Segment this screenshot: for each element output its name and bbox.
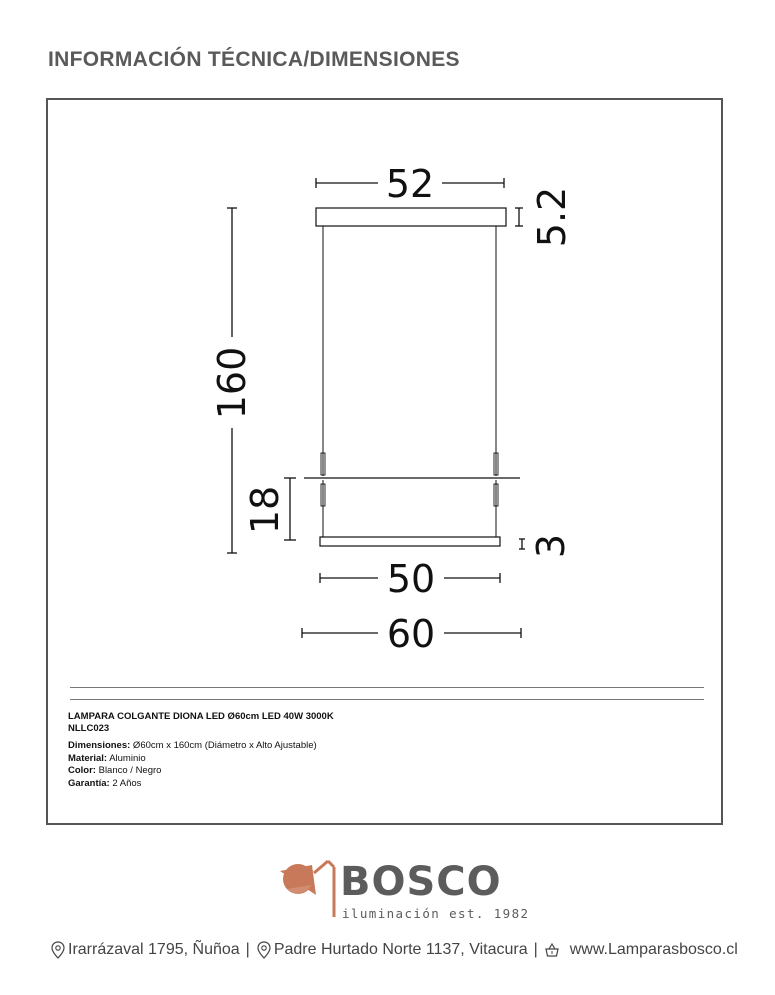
brand-name: BOSCO bbox=[340, 859, 502, 905]
canopy-height-label: 5.2 bbox=[530, 186, 574, 248]
ring-inner-width-label: 50 bbox=[386, 557, 436, 601]
spec-color: Color: Blanco / Negro bbox=[68, 765, 162, 776]
location-pin-icon bbox=[256, 941, 272, 959]
dimension-drawing bbox=[48, 100, 721, 680]
divider-top bbox=[70, 687, 704, 688]
spec-dimensions: Dimensiones: Ø60cm x 160cm (Diámetro x Alto Ajustable) bbox=[68, 740, 317, 751]
product-code: NLLC023 bbox=[68, 723, 110, 734]
website-link[interactable]: www.Lamparasbosco.cl bbox=[569, 941, 738, 958]
page-title: INFORMACIÓN TÉCNICA/DIMENSIONES bbox=[48, 48, 460, 71]
lamp-logo-icon bbox=[276, 855, 346, 925]
footer-separator: | bbox=[533, 941, 538, 958]
technical-frame bbox=[46, 98, 723, 825]
address-vitacura: Padre Hurtado Norte 1137, Vitacura bbox=[273, 941, 528, 958]
canopy-shape bbox=[316, 208, 506, 226]
canopy-width-label: 52 bbox=[385, 162, 435, 206]
address-nunoa: Irarrázaval 1795, Ñuñoa bbox=[68, 941, 240, 958]
adjust-height-label: 18 bbox=[243, 485, 287, 535]
ring-shape bbox=[320, 537, 500, 546]
product-name: LAMPARA COLGANTE DIONA LED Ø60cm LED 40W 3000K bbox=[68, 711, 334, 722]
overall-diameter-label: 60 bbox=[386, 612, 436, 656]
total-height-label: 160 bbox=[210, 346, 254, 420]
ring-height-label: 3 bbox=[529, 533, 573, 559]
divider-bottom bbox=[70, 699, 704, 700]
spec-material: Material: Aluminio bbox=[68, 752, 146, 764]
footer-separator: | bbox=[245, 941, 250, 958]
shop-basket-icon bbox=[544, 941, 560, 959]
footer-bar bbox=[50, 941, 738, 959]
spec-warranty: Garantía: 2 Años bbox=[68, 777, 142, 789]
brand-tagline: iluminación est. 1982 bbox=[342, 906, 530, 921]
location-pin-icon bbox=[50, 941, 66, 959]
